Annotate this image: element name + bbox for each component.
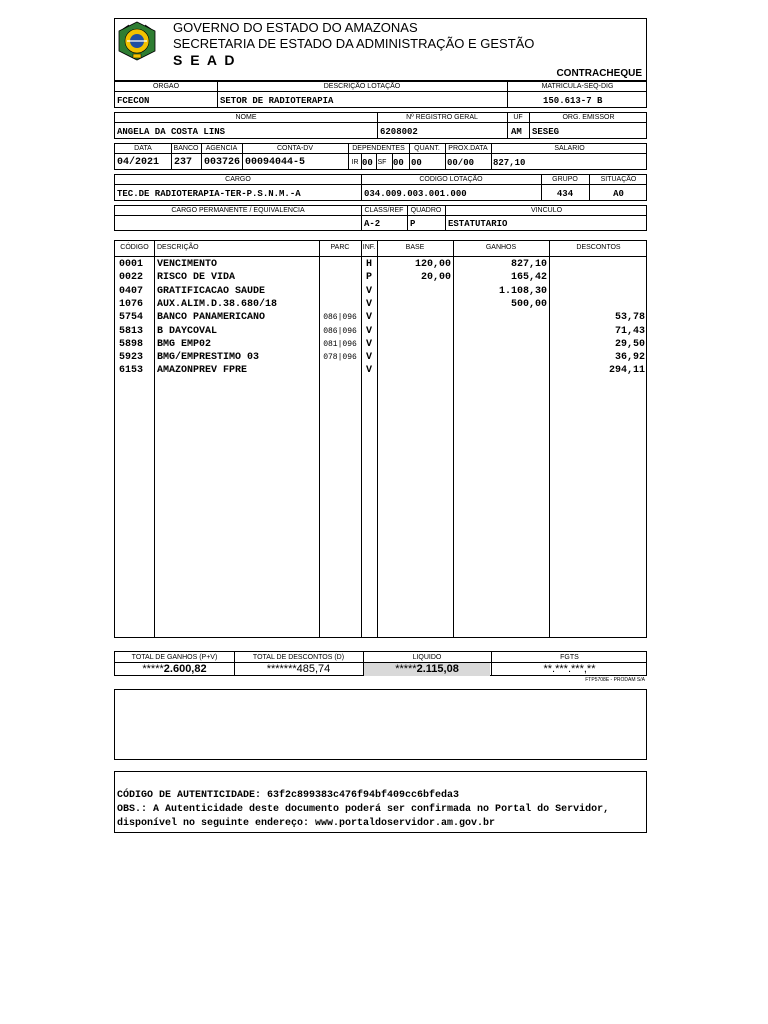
quadro-value: P [410,219,416,229]
col-header-descontos: DESCONTOS [576,244,621,251]
item-codigo: 0001 [119,259,144,270]
item-codigo: 5923 [119,352,144,364]
item-descricao: B DAYCOVAL [157,325,218,337]
item-parc: 086|096 [323,326,357,336]
message-box [114,689,647,760]
label-orgao: ORGAO [152,83,180,90]
item-inf: V [365,312,372,324]
item-descricao: BMG/EMPRESTIMO 03 [157,352,260,364]
row-cargo-permanente [114,205,647,231]
label-org-emissor: ORG. EMISSOR [562,114,615,121]
class-ref-value: A-2 [364,219,381,229]
label-vinculo: VINCULO [530,207,563,214]
label-sf: SF [377,159,387,166]
item-inf: H [365,259,372,270]
item-ganhos: 827,10 [510,259,547,270]
label-situacao: SITUAÇÃO [600,176,637,183]
row-cargo [114,174,647,201]
codigo-lotacao-value: 034.009.003.001.000 [364,189,467,199]
item-codigo: 5898 [119,338,144,350]
label-data: DATA [134,145,152,152]
label-cargo-permanente: CARGO PERMANENTE / EQUIVALENCIA [171,207,305,214]
label-prox-data: PROX.DATA [448,145,488,152]
org-emissor-value: SESEG [532,127,560,137]
item-parc: 081|096 [323,339,357,349]
grupo-value: 434 [556,189,574,199]
salario-value: 827,10 [493,158,526,168]
label-dependentes: DEPENDENTES [352,145,405,152]
auth-code: CÓDIGO DE AUTENTICIDADE: 63f2c899383c476f94bf409cc6bfeda3 [117,790,460,801]
nome-value: ANGELA DA COSTA LINS [117,127,226,137]
table-row [115,325,648,338]
label-conta-dv: CONTA-DV [276,145,314,152]
item-ganhos: 500,00 [510,298,547,310]
agencia-value: 003726 [204,157,241,168]
item-codigo: 0407 [119,285,144,297]
col-header-ganhos: GANHOS [485,244,517,251]
liquido-amount: 2.115,08 [416,663,459,675]
label-cargo: CARGO [225,176,251,183]
table-row [115,364,648,377]
header-line1: GOVERNO DO ESTADO DO AMAZONAS [173,20,418,35]
item-descricao: BMG EMP02 [157,338,212,350]
registro-geral-value: 6208002 [380,127,418,137]
item-descricao: AMAZONPREV FPRE [157,365,248,377]
label-registro-geral: Nº REGISTRO GERAL [406,114,478,121]
item-inf: V [365,338,372,350]
item-parc: 078|096 [323,353,357,363]
label-grupo: GRUPO [552,176,578,183]
dep-ir-value: 00 [362,158,373,168]
label-quadro: QUADRO [410,207,442,214]
label-fgts: FGTS [560,654,579,661]
label-descricao-lotacao: DESCRIÇÃO LOTAÇÃO [323,83,401,90]
table-row [115,298,648,311]
col-header-inf: INF. [362,244,376,251]
item-codigo: 1076 [119,298,144,310]
item-base: 20,00 [420,272,451,284]
item-descricao: BANCO PANAMERICANO [157,312,266,324]
situacao-value: A0 [613,189,624,199]
label-banco: BANCO [173,145,199,152]
doc-title: CONTRACHEQUE [556,68,642,79]
label-quant: QUANT. [414,145,440,152]
item-descontos: 29,50 [614,338,645,350]
col-header-parc: PARC [330,244,350,251]
item-ganhos: 165,42 [510,272,547,284]
item-descricao: VENCIMENTO [157,259,218,270]
col-header-codigo: CÓDIGO [120,244,149,251]
table-row [115,338,648,351]
col-header-descricao: DESCRIÇÃO [157,244,199,251]
liquido-prefix: ***** [395,663,417,675]
item-inf: V [365,352,372,364]
label-uf: UF [513,114,523,121]
item-descricao: RISCO DE VIDA [157,272,236,284]
item-descontos: 36,92 [614,352,645,364]
quant-value: 00 [411,158,422,168]
item-codigo: 5754 [119,312,144,324]
item-descontos: 71,43 [614,325,645,337]
header-box [114,18,647,81]
descricao-lotacao-value: SETOR DE RADIOTERAPIA [220,96,334,106]
label-agencia: AGENCIA [205,145,238,152]
total-ganhos-prefix: ***** [142,663,164,675]
label-class-ref: CLASS/REF [364,207,404,214]
total-ganhos-amount: 2.600,82 [163,663,207,675]
label-codigo-lotacao: CODIGO LOTAÇÃO [419,176,483,183]
col-header-base: BASE [405,244,425,251]
table-row [115,258,648,271]
banco-value: 237 [174,157,193,168]
table-row [115,351,648,364]
label-matricula: MATRICULA-SEQ-DIG [541,83,614,90]
row-orgao [114,81,647,108]
item-descontos: 53,78 [614,312,645,324]
cargo-value: TEC.DE RADIOTERAPIA-TER-P.S.N.M.-A [117,189,301,199]
item-inf: V [365,325,372,337]
row-banco [114,143,647,170]
total-descontos-value: *******485,74 [266,663,331,675]
item-inf: V [365,285,372,297]
auth-box [114,771,647,833]
header-line3: S E A D [173,52,237,68]
label-salario: SALARIO [554,145,585,152]
prox-data-value: 00/00 [447,158,475,168]
items-table [114,240,647,638]
table-row [115,271,648,284]
auth-obs-line2: disponível no seguinte endereço: www.portaldoservidor.am.gov.br [117,818,496,829]
item-inf: V [365,365,372,377]
dep-sf-value: 00 [393,158,404,168]
item-codigo: 0022 [119,272,144,284]
item-descontos: 294,11 [608,365,645,377]
label-ir: IR [351,159,359,166]
header-line2: SECRETARIA DE ESTADO DA ADMINISTRAÇÃO E GESTÃO [173,36,535,51]
item-parc: 086|096 [323,313,357,323]
footer-code: FTP5708E - PRODAM S/A [585,677,645,683]
item-inf: V [365,298,372,310]
totals-box [114,651,647,676]
auth-obs-line1: OBS.: A Autenticidade deste documento poderá ser confirmada no Portal do Servidor, [117,804,610,815]
conta-dv-value: 00094044-5 [245,157,306,168]
table-row [115,311,648,324]
matricula-value: 150.613-7 B [543,96,603,106]
fgts-value: **.***.***,** [543,663,596,675]
label-liquido: LIQUIDO [412,654,442,661]
table-row [115,285,648,298]
item-ganhos: 1.108,30 [498,285,547,297]
item-descricao: AUX.ALIM.D.38.680/18 [157,298,278,310]
uf-value: AM [511,127,522,137]
liquido-value [364,663,490,676]
label-nome: NOME [235,114,257,121]
total-ganhos-value [115,662,234,676]
data-value: 04/2021 [117,157,160,168]
item-inf: P [365,272,372,284]
orgao-value: FCECON [117,96,150,106]
label-total-ganhos: TOTAL DE GANHOS (P+V) [131,654,218,661]
item-codigo: 6153 [119,365,144,377]
vinculo-value: ESTATUTARIO [448,219,508,229]
item-descricao: GRATIFICACAO SAUDE [157,285,266,297]
amazonas-coat-of-arms-icon [117,21,157,61]
row-nome [114,112,647,139]
item-codigo: 5813 [119,325,144,337]
item-base: 120,00 [414,259,451,270]
label-total-descontos: TOTAL DE DESCONTOS (D) [252,654,345,661]
